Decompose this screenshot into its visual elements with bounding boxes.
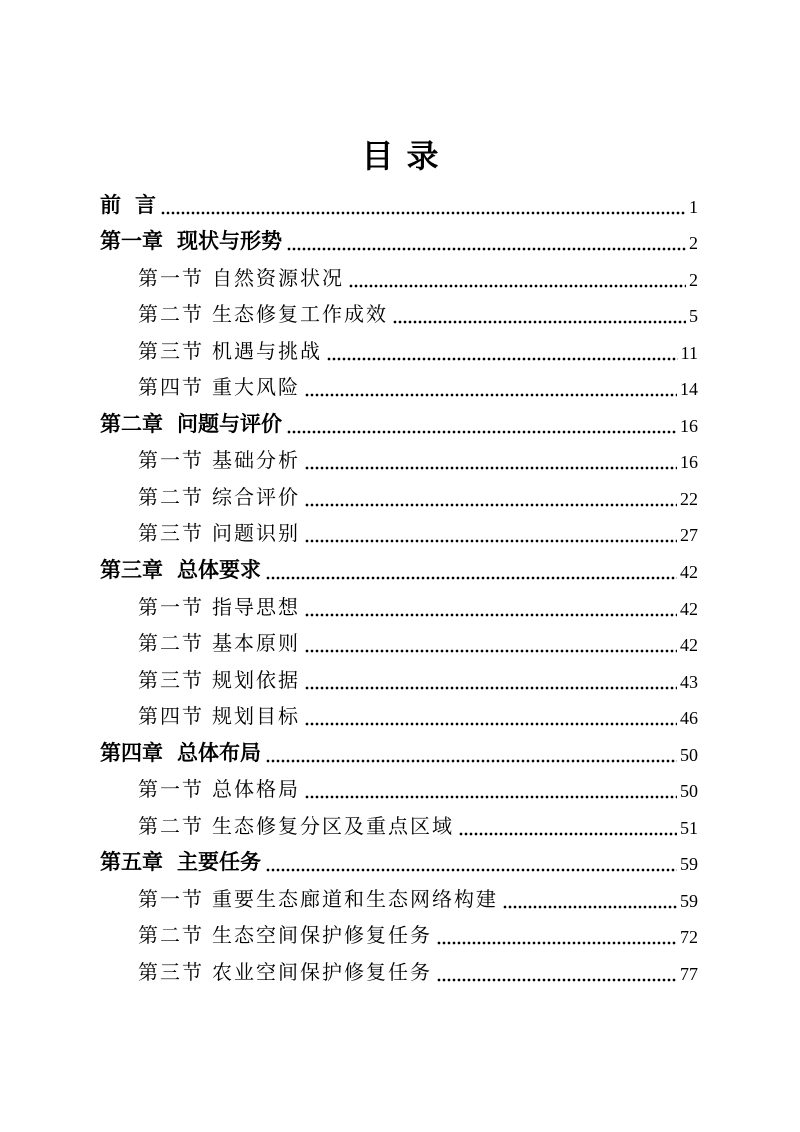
toc-entry-label-part: 机遇与挑战 [212, 340, 322, 363]
toc-entry-label-part: 总体布局 [177, 741, 261, 765]
toc-entry-label-part: 第二节 [138, 815, 204, 838]
toc-entry [100, 223, 698, 260]
toc-entry-label-part: 总体要求 [177, 559, 261, 583]
dot-leader [161, 211, 686, 215]
toc-entry-label [138, 817, 454, 838]
toc-entry-page: 11 [680, 342, 698, 363]
toc-entry-label [138, 378, 300, 399]
toc-entry-label-part: 问题识别 [212, 523, 300, 546]
toc-entry-label [100, 231, 282, 253]
toc-entry [100, 369, 698, 406]
toc-entry-label [138, 926, 432, 947]
toc-entry-label-part: 第一节 [138, 779, 204, 802]
dot-leader [305, 686, 677, 690]
toc-entry-label-part: 生态空间保护修复任务 [212, 925, 432, 948]
toc-entry-page: 50 [680, 781, 698, 802]
dot-leader [305, 795, 677, 799]
dot-leader [503, 905, 677, 909]
toc-entry-label-part: 规划目标 [212, 706, 300, 729]
toc-entry-page: 42 [680, 635, 698, 656]
toc-entry [100, 332, 698, 369]
toc-entry [100, 771, 698, 808]
toc-entry-page: 2 [689, 269, 698, 290]
toc-entry [100, 953, 698, 990]
toc-entry-label [138, 780, 300, 801]
toc-entry-label-part: 自然资源状况 [212, 267, 344, 290]
toc-entry-page: 42 [680, 562, 698, 583]
toc-entry-label-part: 第一节 [138, 450, 204, 473]
toc-entry-label [138, 524, 300, 545]
dot-leader [305, 722, 677, 726]
toc-entry-page: 72 [680, 927, 698, 948]
toc-entry-label [100, 852, 261, 874]
toc-entry [100, 405, 698, 442]
toc-entry-page: 2 [689, 233, 698, 254]
toc-entry-page: 16 [680, 415, 698, 436]
toc-entry-page: 50 [680, 744, 698, 765]
toc-entry-page: 27 [680, 525, 698, 546]
toc-entry-label [138, 707, 300, 728]
toc-entry-label-part: 第三节 [138, 962, 204, 985]
toc-entry-label [100, 414, 282, 436]
dot-leader [393, 320, 686, 324]
dot-leader [437, 941, 677, 945]
toc-entry-label [138, 963, 432, 984]
dot-leader [287, 247, 686, 251]
toc-list [100, 186, 698, 990]
toc-entry-page: 22 [680, 488, 698, 509]
toc-entry-label-part: 第二节 [138, 486, 204, 509]
toc-entry-label [138, 598, 300, 619]
toc-entry-label-part: 第二节 [138, 925, 204, 948]
toc-entry-label-part: 现状与形势 [177, 230, 282, 254]
dot-leader [266, 759, 677, 763]
toc-entry [100, 661, 698, 698]
toc-entry-label-part: 前 [100, 193, 121, 217]
toc-page-title: 目 录 [361, 138, 439, 174]
toc-entry-page: 42 [680, 598, 698, 619]
toc-entry [100, 588, 698, 625]
toc-entry-label [138, 269, 344, 290]
toc-entry [100, 625, 698, 662]
toc-entry [100, 917, 698, 954]
toc-entry-label-part: 第四节 [138, 706, 204, 729]
dot-leader [349, 284, 686, 288]
dot-leader [327, 357, 678, 361]
toc-entry-label-part: 重要生态廊道和生态网络构建 [212, 888, 498, 911]
toc-entry-label-part: 总体格局 [212, 779, 300, 802]
toc-entry [100, 844, 698, 881]
toc-entry-label-part: 第二节 [138, 633, 204, 656]
toc-entry-label-part: 综合评价 [212, 486, 300, 509]
toc-entry [100, 551, 698, 588]
toc-entry-label [138, 488, 300, 509]
toc-entry-label-part: 第五章 [100, 851, 163, 875]
dot-leader [437, 978, 677, 982]
toc-entry-label-part: 重大风险 [212, 377, 300, 400]
toc-entry-page: 51 [680, 817, 698, 838]
toc-entry [100, 807, 698, 844]
dot-leader [287, 430, 677, 434]
toc-entry-label-part: 主要任务 [177, 851, 261, 875]
toc-entry-label-part: 第二章 [100, 412, 163, 436]
toc-entry-label-part: 生态修复工作成效 [212, 304, 388, 327]
toc-entry [100, 442, 698, 479]
dot-leader [305, 649, 677, 653]
dot-leader [305, 466, 677, 470]
toc-entry-label-part: 第一节 [138, 888, 204, 911]
toc-entry-label-part: 基本原则 [212, 633, 300, 656]
toc-entry [100, 259, 698, 296]
toc-entry-label-part: 基础分析 [212, 450, 300, 473]
toc-entry-label-part: 第一章 [100, 230, 163, 254]
dot-leader [266, 576, 677, 580]
toc-entry-label-part: 生态修复分区及重点区域 [212, 815, 454, 838]
toc-entry-label-part: 问题与评价 [177, 412, 282, 436]
toc-entry-label-part: 规划依据 [212, 669, 300, 692]
toc-entry-page: 14 [680, 379, 698, 400]
toc-entry-page: 77 [680, 964, 698, 985]
toc-entry-label [138, 451, 300, 472]
toc-entry-label-part: 第四节 [138, 377, 204, 400]
toc-entry-label-part: 农业空间保护修复任务 [212, 962, 432, 985]
toc-entry-label-part: 第三节 [138, 523, 204, 546]
toc-entry-label [100, 560, 261, 582]
toc-entry-label [100, 743, 261, 765]
toc-entry [100, 880, 698, 917]
dot-leader [305, 613, 677, 617]
toc-entry-label [100, 195, 156, 217]
toc-entry-label-part: 第一节 [138, 596, 204, 619]
toc-entry [100, 734, 698, 771]
toc-entry-page: 59 [680, 854, 698, 875]
dot-leader [305, 539, 677, 543]
toc-entry [100, 478, 698, 515]
dot-leader [266, 868, 677, 872]
toc-entry-label-part: 言 [135, 193, 156, 217]
toc-entry-page: 5 [689, 306, 698, 327]
toc-entry-page: 1 [689, 196, 698, 217]
dot-leader [459, 832, 677, 836]
toc-entry-label [138, 634, 300, 655]
toc-entry-label-part: 第三节 [138, 340, 204, 363]
dot-leader [305, 503, 677, 507]
toc-entry-label-part: 第一节 [138, 267, 204, 290]
toc-entry [100, 515, 698, 552]
toc-entry-page: 46 [680, 708, 698, 729]
toc-entry [100, 186, 698, 223]
toc-entry-label-part: 指导思想 [212, 596, 300, 619]
toc-entry-page: 59 [680, 890, 698, 911]
toc-entry-label-part: 第二节 [138, 304, 204, 327]
toc-entry [100, 296, 698, 333]
toc-entry-label-part: 第三节 [138, 669, 204, 692]
toc-entry-label [138, 671, 300, 692]
toc-entry-page: 43 [680, 671, 698, 692]
toc-entry-page: 16 [680, 452, 698, 473]
toc-entry-label-part: 第四章 [100, 741, 163, 765]
toc-entry [100, 698, 698, 735]
toc-entry-label [138, 305, 388, 326]
dot-leader [305, 393, 677, 397]
toc-entry-label [138, 890, 498, 911]
toc-entry-label-part: 第三章 [100, 559, 163, 583]
toc-entry-label [138, 342, 322, 363]
